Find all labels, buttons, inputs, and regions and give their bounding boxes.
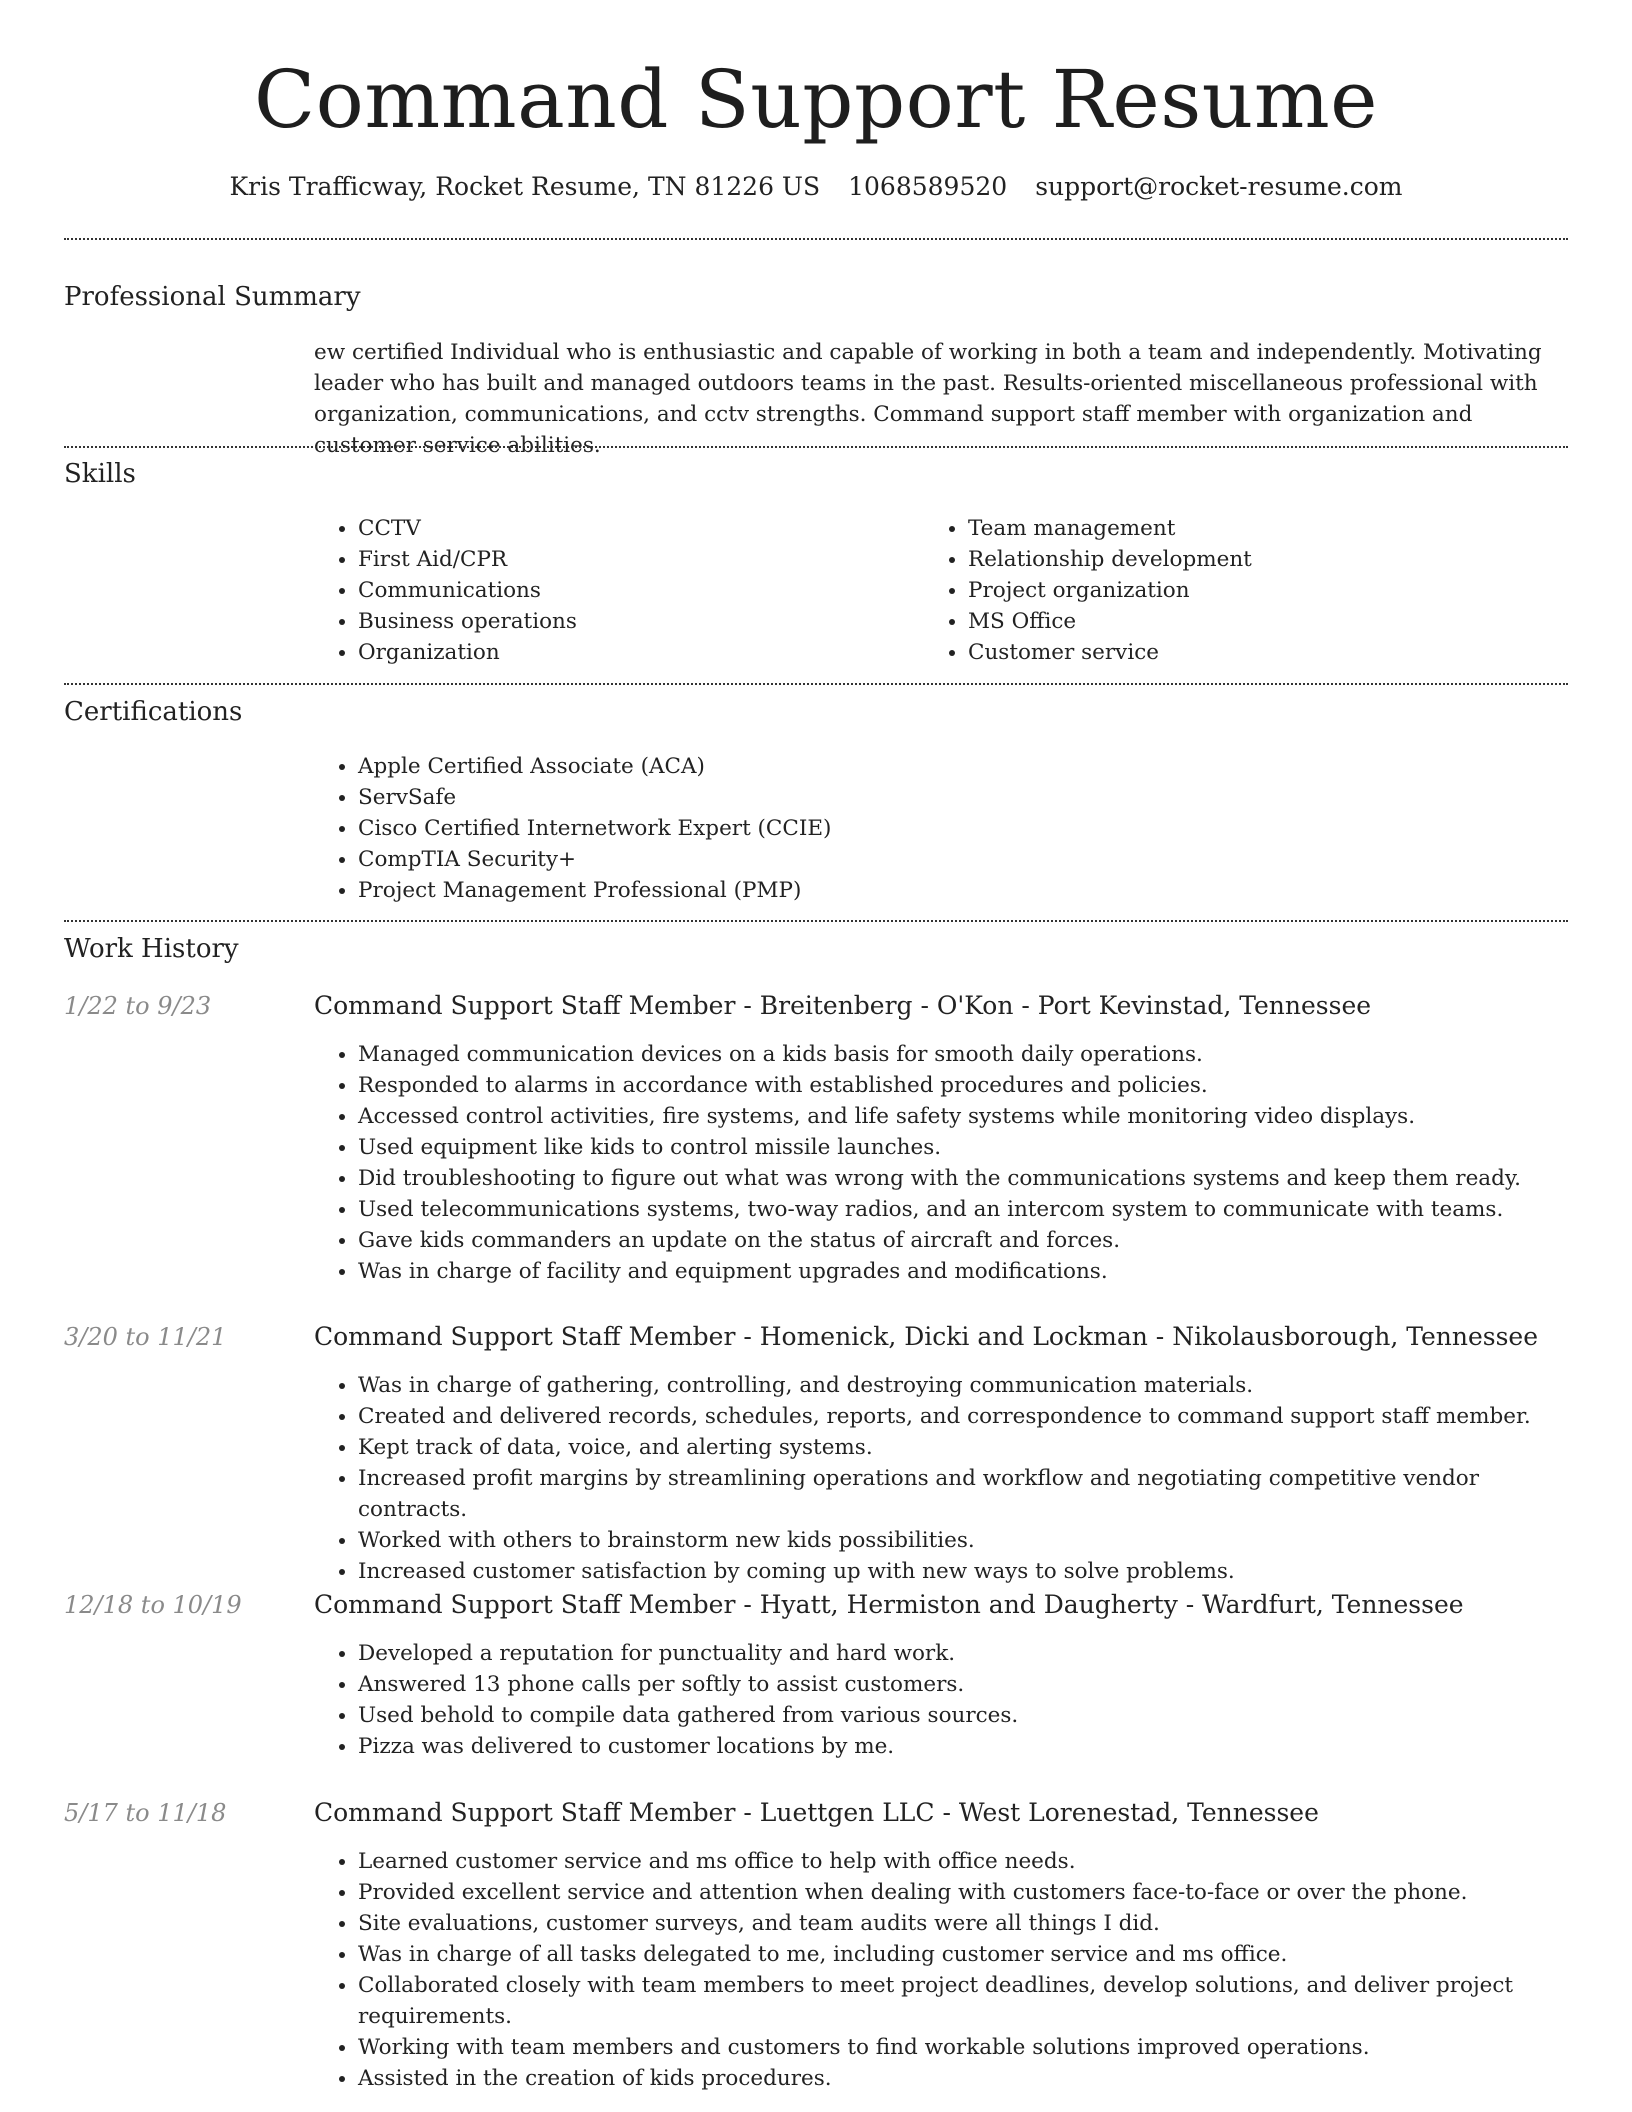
job-bullet: • Assisted in the creation of kids procedures. bbox=[358, 2063, 1588, 2094]
skill-item: • Project organization bbox=[968, 575, 1568, 606]
skill-item: • Communications bbox=[358, 575, 918, 606]
job-bullet: • Was in charge of gathering, controlling, and destroying communication materials. bbox=[358, 1370, 1588, 1401]
section-heading-summary: Professional Summary bbox=[64, 282, 361, 312]
job-bullet: • Gave kids commanders an update on the status of aircraft and forces. bbox=[358, 1225, 1588, 1256]
section-heading-skills: Skills bbox=[64, 459, 136, 489]
certification-item: • Project Management Professional (PMP) bbox=[358, 875, 1558, 906]
skill-item: • Relationship development bbox=[968, 544, 1568, 575]
section-heading-certifications: Certifications bbox=[64, 697, 243, 727]
job-bullet: • Managed communication devices on a kids basis for smooth daily operations. bbox=[358, 1039, 1588, 1070]
job-bullet: • Responded to alarms in accordance with established procedures and policies. bbox=[358, 1070, 1588, 1101]
job-bullet: • Worked with others to brainstorm new kids possibilities. bbox=[358, 1525, 1588, 1556]
job-bullet: • Used telecommunications systems, two-way radios, and an intercom system to communicate with teams. bbox=[358, 1194, 1588, 1225]
job-dates: 3/20 to 11/21 bbox=[64, 1323, 227, 1351]
contact-address: Kris Trafficway, Rocket Resume, TN 81226 US bbox=[229, 172, 821, 201]
job-dates: 12/18 to 10/19 bbox=[64, 1591, 242, 1619]
job-bullet: • Collaborated closely with team members to meet project deadlines, develop solutions, and deliver project requirements. bbox=[358, 1970, 1588, 2032]
summary-text: ew certified Individual who is enthusiastic and capable of working in both a team and independently. Motivating leader who has built and managed outdoors teams in the past. Results-oriented miscellaneous professional with organization, communications, and cctv strengths. Command support staff member with organization and customer service abilities. bbox=[314, 340, 1542, 458]
divider bbox=[64, 446, 1568, 448]
job-bullet: • Used equipment like kids to control missile launches. bbox=[358, 1132, 1588, 1163]
job-dates: 5/17 to 11/18 bbox=[64, 1799, 227, 1827]
job-bullet: • Increased customer satisfaction by coming up with new ways to solve problems. bbox=[358, 1556, 1588, 1587]
job-bullet: • Accessed control activities, fire systems, and life safety systems while monitoring video displays. bbox=[358, 1101, 1588, 1132]
divider bbox=[64, 920, 1568, 922]
job-bullets bbox=[314, 1370, 1588, 1587]
job-bullets bbox=[314, 1039, 1588, 1287]
job-bullet: • Site evaluations, customer surveys, and team audits were all things I did. bbox=[358, 1908, 1588, 1939]
job-bullet: • Kept track of data, voice, and alerting systems. bbox=[358, 1432, 1588, 1463]
skills-list-left bbox=[314, 513, 918, 668]
skill-item: • Team management bbox=[968, 513, 1568, 544]
job-bullet: • Was in charge of all tasks delegated to me, including customer service and ms office. bbox=[358, 1939, 1588, 1970]
skill-item: • Organization bbox=[358, 637, 918, 668]
job-bullet: • Did troubleshooting to figure out what was wrong with the communications systems and keep them ready. bbox=[358, 1163, 1588, 1194]
skill-item: • CCTV bbox=[358, 513, 918, 544]
job-bullet: • Learned customer service and ms office to help with office needs. bbox=[358, 1846, 1588, 1877]
job-bullet: • Working with team members and customers to find workable solutions improved operations. bbox=[358, 2032, 1588, 2063]
certification-item: • CompTIA Security+ bbox=[358, 844, 1558, 875]
job-title: Command Support Staff Member - Breitenberg - O'Kon - Port Kevinstad, Tennessee bbox=[314, 991, 1372, 1020]
certification-item: • Cisco Certified Internetwork Expert (CCIE) bbox=[358, 813, 1558, 844]
job-bullet: • Was in charge of facility and equipment upgrades and modifications. bbox=[358, 1256, 1588, 1287]
skill-item: • Business operations bbox=[358, 606, 918, 637]
contact-phone: 1068589520 bbox=[848, 172, 1008, 201]
job-bullet: • Used behold to compile data gathered from various sources. bbox=[358, 1700, 1588, 1731]
job-bullet: • Created and delivered records, schedules, reports, and correspondence to command support staff member. bbox=[358, 1401, 1588, 1432]
job-title: Command Support Staff Member - Luettgen LLC - West Lorenestad, Tennessee bbox=[314, 1798, 1319, 1827]
contact-email[interactable]: support@rocket-resume.com bbox=[1035, 172, 1403, 201]
skill-item: • First Aid/CPR bbox=[358, 544, 918, 575]
job-bullet: • Increased profit margins by streamlining operations and workflow and negotiating competitive vendor contracts. bbox=[358, 1463, 1588, 1525]
divider bbox=[64, 238, 1568, 240]
job-title: Command Support Staff Member - Homenick, Dicki and Lockman - Nikolausborough, Tennessee bbox=[314, 1322, 1539, 1351]
certification-item: • Apple Certified Associate (ACA) bbox=[358, 751, 1558, 782]
job-bullet: • Provided excellent service and attention when dealing with customers face-to-face or over the phone. bbox=[358, 1877, 1588, 1908]
skills-list-right bbox=[924, 513, 1568, 668]
divider bbox=[64, 683, 1568, 685]
job-bullet: • Developed a reputation for punctuality and hard work. bbox=[358, 1638, 1588, 1669]
certification-item: • ServSafe bbox=[358, 782, 1558, 813]
contact-line bbox=[0, 170, 1632, 204]
skill-item: • Customer service bbox=[968, 637, 1568, 668]
job-bullet: • Answered 13 phone calls per softly to assist customers. bbox=[358, 1669, 1588, 1700]
job-dates: 1/22 to 9/23 bbox=[64, 992, 212, 1020]
resume-title: Command Support Resume bbox=[253, 53, 1379, 146]
job-bullets bbox=[314, 1846, 1588, 2094]
job-bullets bbox=[314, 1638, 1588, 1762]
job-bullet: • Pizza was delivered to customer locations by me. bbox=[358, 1731, 1588, 1762]
job-title: Command Support Staff Member - Hyatt, Hermiston and Daugherty - Wardfurt, Tennessee bbox=[314, 1590, 1464, 1619]
section-heading-work-history: Work History bbox=[64, 934, 239, 964]
certifications-list bbox=[314, 751, 1558, 906]
skill-item: • MS Office bbox=[968, 606, 1568, 637]
